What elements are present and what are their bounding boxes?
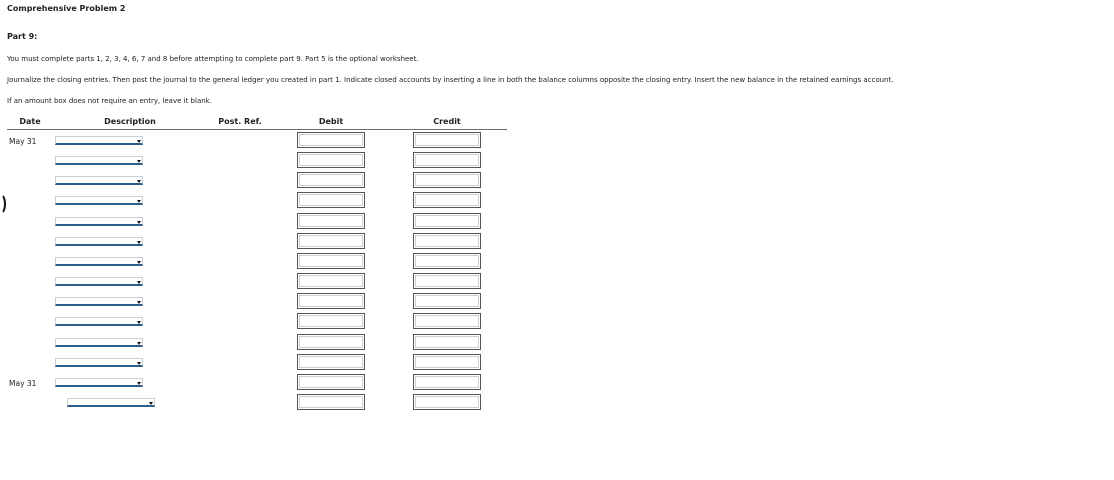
- description-dropdown[interactable]: [55, 136, 143, 145]
- instruction-prerequisite: You must complete parts 1, 2, 3, 4, 6, 7 and 8 before attempting to complete part 9. Part 5 is the optional worksheet.: [7, 55, 419, 63]
- column-header-date: Date: [19, 117, 41, 126]
- part-label: Part 9:: [7, 32, 38, 41]
- credit-amount-input[interactable]: [413, 374, 481, 390]
- chevron-down-icon: [137, 382, 141, 385]
- chevron-down-icon: [137, 160, 141, 163]
- chevron-down-icon: [137, 221, 141, 224]
- chevron-down-icon: [137, 321, 141, 324]
- debit-amount-input[interactable]: [297, 172, 365, 188]
- debit-amount-input[interactable]: [297, 152, 365, 168]
- description-dropdown[interactable]: [55, 317, 143, 326]
- chevron-down-icon: [137, 301, 141, 304]
- credit-amount-input[interactable]: [413, 273, 481, 289]
- debit-amount-input[interactable]: [297, 273, 365, 289]
- description-dropdown[interactable]: [55, 217, 143, 226]
- instruction-blank: If an amount box does not require an entry, leave it blank.: [7, 97, 212, 105]
- chevron-down-icon: [137, 180, 141, 183]
- chevron-down-icon: [137, 140, 141, 143]
- debit-amount-input[interactable]: [297, 192, 365, 208]
- instruction-journalize: Journalize the closing entries. Then post the journal to the general ledger you created in part 1. Indicate closed accounts by inserting a line in both the balance columns opposite the closing entry. Insert the new balance in the retained earnings account.: [7, 76, 894, 84]
- description-dropdown[interactable]: [55, 338, 143, 347]
- chevron-down-icon: [137, 261, 141, 264]
- debit-amount-input[interactable]: [297, 233, 365, 249]
- debit-amount-input[interactable]: [297, 394, 365, 410]
- debit-amount-input[interactable]: [297, 293, 365, 309]
- column-header-debit: Debit: [318, 117, 344, 126]
- column-header-post-ref: Post. Ref.: [218, 117, 262, 126]
- debit-amount-input[interactable]: [297, 334, 365, 350]
- chevron-down-icon: [149, 402, 153, 405]
- credit-amount-input[interactable]: [413, 213, 481, 229]
- credit-amount-input[interactable]: [413, 253, 481, 269]
- chevron-down-icon: [137, 200, 141, 203]
- chevron-down-icon: [137, 281, 141, 284]
- description-dropdown[interactable]: [67, 398, 155, 407]
- description-dropdown[interactable]: [55, 257, 143, 266]
- credit-amount-input[interactable]: [413, 293, 481, 309]
- date-label: May 31: [9, 137, 37, 146]
- description-dropdown[interactable]: [55, 277, 143, 286]
- debit-amount-input[interactable]: [297, 354, 365, 370]
- credit-amount-input[interactable]: [413, 132, 481, 148]
- debit-amount-input[interactable]: [297, 374, 365, 390]
- column-header-credit: Credit: [433, 117, 461, 126]
- description-dropdown[interactable]: [55, 297, 143, 306]
- credit-amount-input[interactable]: [413, 152, 481, 168]
- header-divider: [7, 129, 507, 130]
- page-title: Comprehensive Problem 2: [7, 4, 126, 13]
- chevron-down-icon: [137, 241, 141, 244]
- credit-amount-input[interactable]: [413, 172, 481, 188]
- description-dropdown[interactable]: [55, 237, 143, 246]
- edge-bracket-icon: [0, 193, 6, 215]
- description-dropdown[interactable]: [55, 358, 143, 367]
- description-dropdown[interactable]: [55, 156, 143, 165]
- credit-amount-input[interactable]: [413, 192, 481, 208]
- credit-amount-input[interactable]: [413, 233, 481, 249]
- credit-amount-input[interactable]: [413, 394, 481, 410]
- date-label: May 31: [9, 379, 37, 388]
- debit-amount-input[interactable]: [297, 213, 365, 229]
- description-dropdown[interactable]: [55, 176, 143, 185]
- debit-amount-input[interactable]: [297, 132, 365, 148]
- chevron-down-icon: [137, 362, 141, 365]
- description-dropdown[interactable]: [55, 196, 143, 205]
- debit-amount-input[interactable]: [297, 253, 365, 269]
- column-header-description: Description: [104, 117, 156, 126]
- debit-amount-input[interactable]: [297, 313, 365, 329]
- credit-amount-input[interactable]: [413, 354, 481, 370]
- chevron-down-icon: [137, 342, 141, 345]
- description-dropdown[interactable]: [55, 378, 143, 387]
- credit-amount-input[interactable]: [413, 313, 481, 329]
- credit-amount-input[interactable]: [413, 334, 481, 350]
